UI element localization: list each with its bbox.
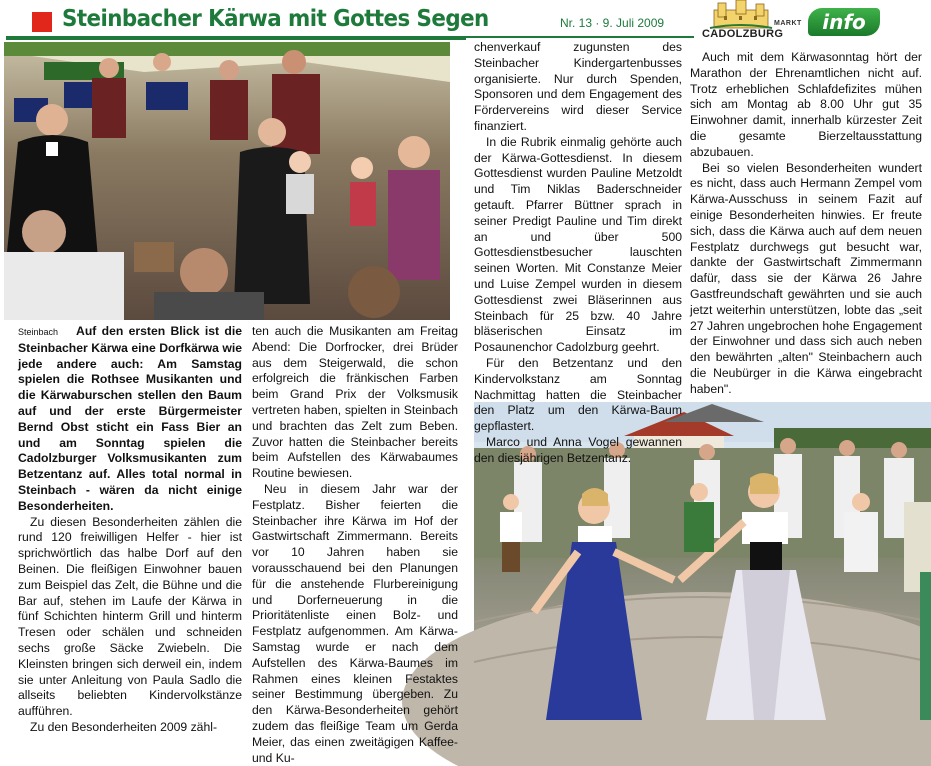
article-column-3 bbox=[474, 40, 682, 467]
church-service-photo-illustration bbox=[4, 42, 450, 320]
headline-rule bbox=[6, 36, 466, 40]
article-column-2 bbox=[252, 324, 458, 766]
info-badge: info bbox=[808, 8, 880, 36]
article-paragraph: Marco und Anna Vogel gewannen den diesjährigen Betzentanz. bbox=[474, 434, 682, 465]
castle-icon bbox=[710, 0, 772, 30]
logo-town-name: CADOLZBURG bbox=[702, 28, 784, 40]
lead-text: Auf den ersten Blick ist die Steinbacher Kärwa eine Dorfkärwa wie jede andere auch: Am Samstag spielen die Rothsee Musikanten und die Kärwaburschen stellen den Baum auf und der erste Bürgermeister Bernd Obst sticht ein Fass Bier an und am Sonntag spielen die Cadolzburger Volksmusikanten zum Betzentanz auf. Alles total normal in Steinbach - wären da nicht einige Besonderheiten. bbox=[18, 324, 242, 513]
logo-markt-label: MARKT bbox=[774, 20, 802, 27]
article-paragraph: Bei so vielen Besonderheiten wundert es nicht, dass auch Hermann Zempel vom Kärwa-Ausschuss in seinem Fazit auf einige Besonderheiten hinwies. Er freute sich, dass die Kärwa auch auf dem neuen Festplatz durchwegs gut besucht war, dankte der Gastwirtschaft Zimmermann dafür, dass sie der Kärwa 26 Jahre Gastfreundschaft gewährten und sie auch jetzt weiterhin unterstützen, lobte das „seit 27 Jahren ungebrochen hohe Engagement der Einwohner und dass sich auch neben den bewährten „alten" Steinbachern auch die Neubürger in die Kärwa eingebracht haben". bbox=[690, 160, 922, 396]
article-paragraph: Zu den Besonderheiten 2009 zähl- bbox=[30, 719, 218, 734]
red-square-marker bbox=[32, 12, 52, 32]
article-paragraph: Zu diesen Besonderheiten zählen die rund 120 freiwilligen Helfer - hier ist sprichwörtlich das halbe Dorf auf den Beinen. Die fleißigen Einwohner bauen zum Beispiel das Zelt, die Bühne und die Bar auf, stehen im Laufe der Kärwa in fünf Schichten hinterm Grill und hinterm Tresen oder schälen und schneiden sechs große Säcke Zwiebeln. Die Kleinsten bringen sich derweil ein, indem sie unter Anleitung von Paula Sadlo die allseits beliebten Kindervolkstänze aufführen. bbox=[18, 514, 242, 719]
article-column-1 bbox=[18, 324, 242, 736]
cadolzburg-logo bbox=[700, 0, 810, 42]
article-paragraph: Für den Betzentanz und den Kindervolkstanz am Sonntag Nachmittag hatten die Steinbacher den Platz um den Kärwa-Baum gepflastert. bbox=[474, 355, 682, 434]
headline: Steinbacher Kärwa mit Gottes Segen bbox=[62, 6, 489, 32]
article-paragraph: In die Rubrik einmalig gehörte auch der Kärwa-Gottesdienst. In diesem Gottesdienst wurden Pauline Metzoldt und Tim Niklas Baderschneider getauft. Pfarrer Büttner sprach in seiner Predigt Pauline und Tim direkt an und über 500 Gottesdienstbesucher lauschten seinen Worten. Mit Constanze Meier und Luise Zempel wurden in diesem Gottesdienst zwei Bläserinnen aus Steinbach für 25 bzw. 40 Jahre bläserischen Einsatz im Posaunenchor Cadolzburg geehrt. bbox=[474, 134, 682, 355]
article-paragraph: Auch mit dem Kärwasonntag hört der Marathon der Ehrenamtlichen nicht auf. Trotz erheblichen Schlafdefizites mühen sich am Montag ab 8.00 Uhr gut 35 Einwohner damit, innerhalb kürzester Zeit die gesamte Bierzeltausstattung abzubauen. bbox=[690, 50, 922, 159]
issue-number-date: Nr. 13 · 9. Juli 2009 bbox=[560, 16, 665, 30]
dateline: Steinbach bbox=[18, 327, 59, 337]
article-paragraph: ten auch die Musikanten am Freitag Abend: Die Dorfrocker, drei Brüder aus dem Steigerwald, die schon erfolgreich die fränkischen Farben beim Grand Prix der Volksmusik vertreten haben, spielten in Steinbach und brachten das Zelt zum Beben. Zuvor hatten die Steinbacher bereits beim Aufstellen des Kärwabaumes Routine bewiesen. bbox=[252, 324, 458, 481]
article-paragraph: Neu in diesem Jahr war der Festplatz. Bisher feierten die Steinbacher ihre Kärwa im Hof der Gastwirtschaft Zimmermann. Bereits vor 10 Jahren haben sie vorausschauend bei den Planungen für die anstehende Flurbereinigung und Dorferneuerung in die Prioritätenliste einen Bolz- und Festplatz aufgenommen. Am Kärwa-Samstag wurde er nach dem Aufstellen des Kärwa-Baumes im Rahmen eines kleinen Festaktes seiner Bestimmung übergeben. Zu den Kärwa-Besonderheiten gehört zudem das fleißige Team um Gerda Meier, das einen zweitägigen Kaffee- und Ku- bbox=[252, 481, 458, 765]
article-paragraph: chenverkauf zugunsten des Steinbacher Kindergartenbusses organisierte. Nur durch Spenden, Sponsoren und dem Engagement des Fördervereins wird dieser Service finanziert. bbox=[474, 40, 682, 133]
headline-area bbox=[6, 4, 489, 38]
church-service-photo bbox=[4, 42, 450, 320]
article-column-4 bbox=[690, 50, 922, 398]
header-rule bbox=[466, 36, 694, 38]
lead-paragraph bbox=[18, 324, 242, 515]
